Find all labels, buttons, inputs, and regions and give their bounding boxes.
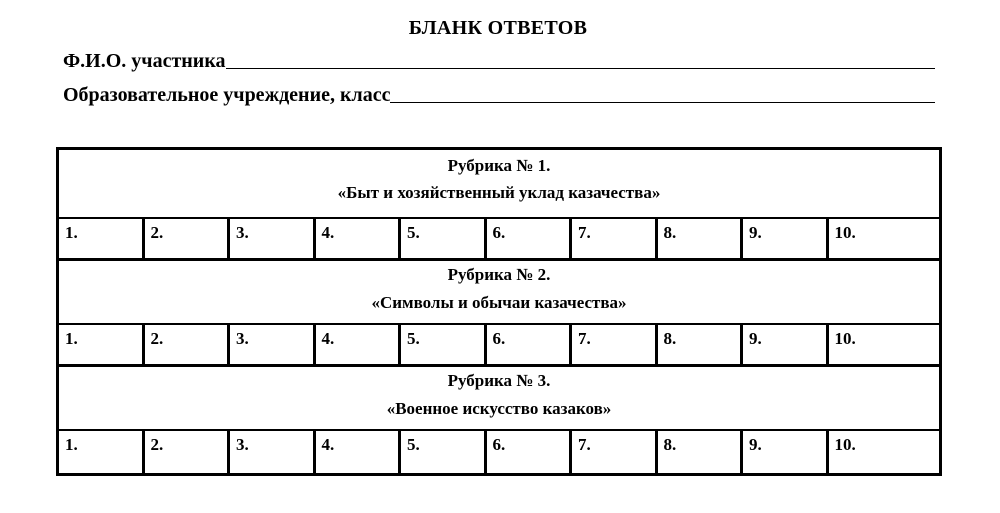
answer-cell[interactable]: 4. xyxy=(316,219,402,258)
answer-cell[interactable]: 7. xyxy=(572,219,658,258)
answer-cell[interactable]: 4. xyxy=(316,431,402,473)
answer-cell[interactable]: 8. xyxy=(658,325,744,364)
rubric-1-name: «Быт и хозяйственный уклад казачества» xyxy=(337,183,661,202)
answer-cell[interactable]: 1. xyxy=(59,431,145,473)
answer-cell[interactable]: 1. xyxy=(59,325,145,364)
rubric-3-name: «Военное искусство казаков» xyxy=(386,399,612,418)
participant-name-label: Ф.И.О. участника xyxy=(63,50,226,72)
answer-cell[interactable]: 5. xyxy=(401,431,487,473)
rubric-1-answer-row xyxy=(59,219,939,261)
answer-cell[interactable]: 8. xyxy=(658,219,744,258)
rubric-3-answer-row xyxy=(59,431,939,473)
answer-cell[interactable]: 9. xyxy=(743,431,829,473)
answer-cell[interactable]: 10. xyxy=(834,223,856,242)
rubric-2-header xyxy=(59,261,939,325)
answer-cell[interactable]: 5. xyxy=(401,219,487,258)
answer-cell[interactable]: 6. xyxy=(487,219,573,258)
answer-cell[interactable]: 9. xyxy=(743,219,829,258)
answer-cell[interactable]: 3. xyxy=(230,431,316,473)
answer-cell[interactable]: 3. xyxy=(230,325,316,364)
answer-cell[interactable]: 10. xyxy=(834,329,856,348)
answer-cell[interactable]: 2. xyxy=(145,325,231,364)
institution-class-line[interactable] xyxy=(390,83,935,103)
rubric-1-header xyxy=(59,150,939,219)
answer-cell[interactable]: 7. xyxy=(572,325,658,364)
answer-cell[interactable]: 4. xyxy=(316,325,402,364)
participant-name-field[interactable] xyxy=(63,46,935,72)
rubric-1-number: Рубрика № 1. xyxy=(447,156,551,175)
page-title: БЛАНК ОТВЕТОВ xyxy=(408,17,588,39)
rubric-2-answer-row xyxy=(59,325,939,367)
answer-cell[interactable]: 5. xyxy=(401,325,487,364)
answer-cell[interactable]: 8. xyxy=(658,431,744,473)
rubric-3-number: Рубрика № 3. xyxy=(447,371,551,390)
institution-class-field[interactable] xyxy=(63,80,935,106)
answer-cell[interactable]: 6. xyxy=(487,325,573,364)
answer-cell[interactable]: 9. xyxy=(743,325,829,364)
answer-cell[interactable]: 1. xyxy=(59,219,145,258)
rubric-3-header xyxy=(59,367,939,431)
answer-cell[interactable]: 3. xyxy=(230,219,316,258)
answer-table xyxy=(56,147,942,476)
answer-cell[interactable]: 6. xyxy=(487,431,573,473)
institution-class-label: Образовательное учреждение, класс xyxy=(63,84,391,106)
answer-cell[interactable]: 7. xyxy=(572,431,658,473)
rubric-2-number: Рубрика № 2. xyxy=(447,265,551,284)
answer-cell[interactable]: 2. xyxy=(145,431,231,473)
answer-cell[interactable]: 10. xyxy=(834,435,856,454)
participant-name-line[interactable] xyxy=(226,49,935,69)
answer-cell[interactable]: 2. xyxy=(145,219,231,258)
rubric-2-name: «Символы и обычаи казачества» xyxy=(371,293,627,312)
